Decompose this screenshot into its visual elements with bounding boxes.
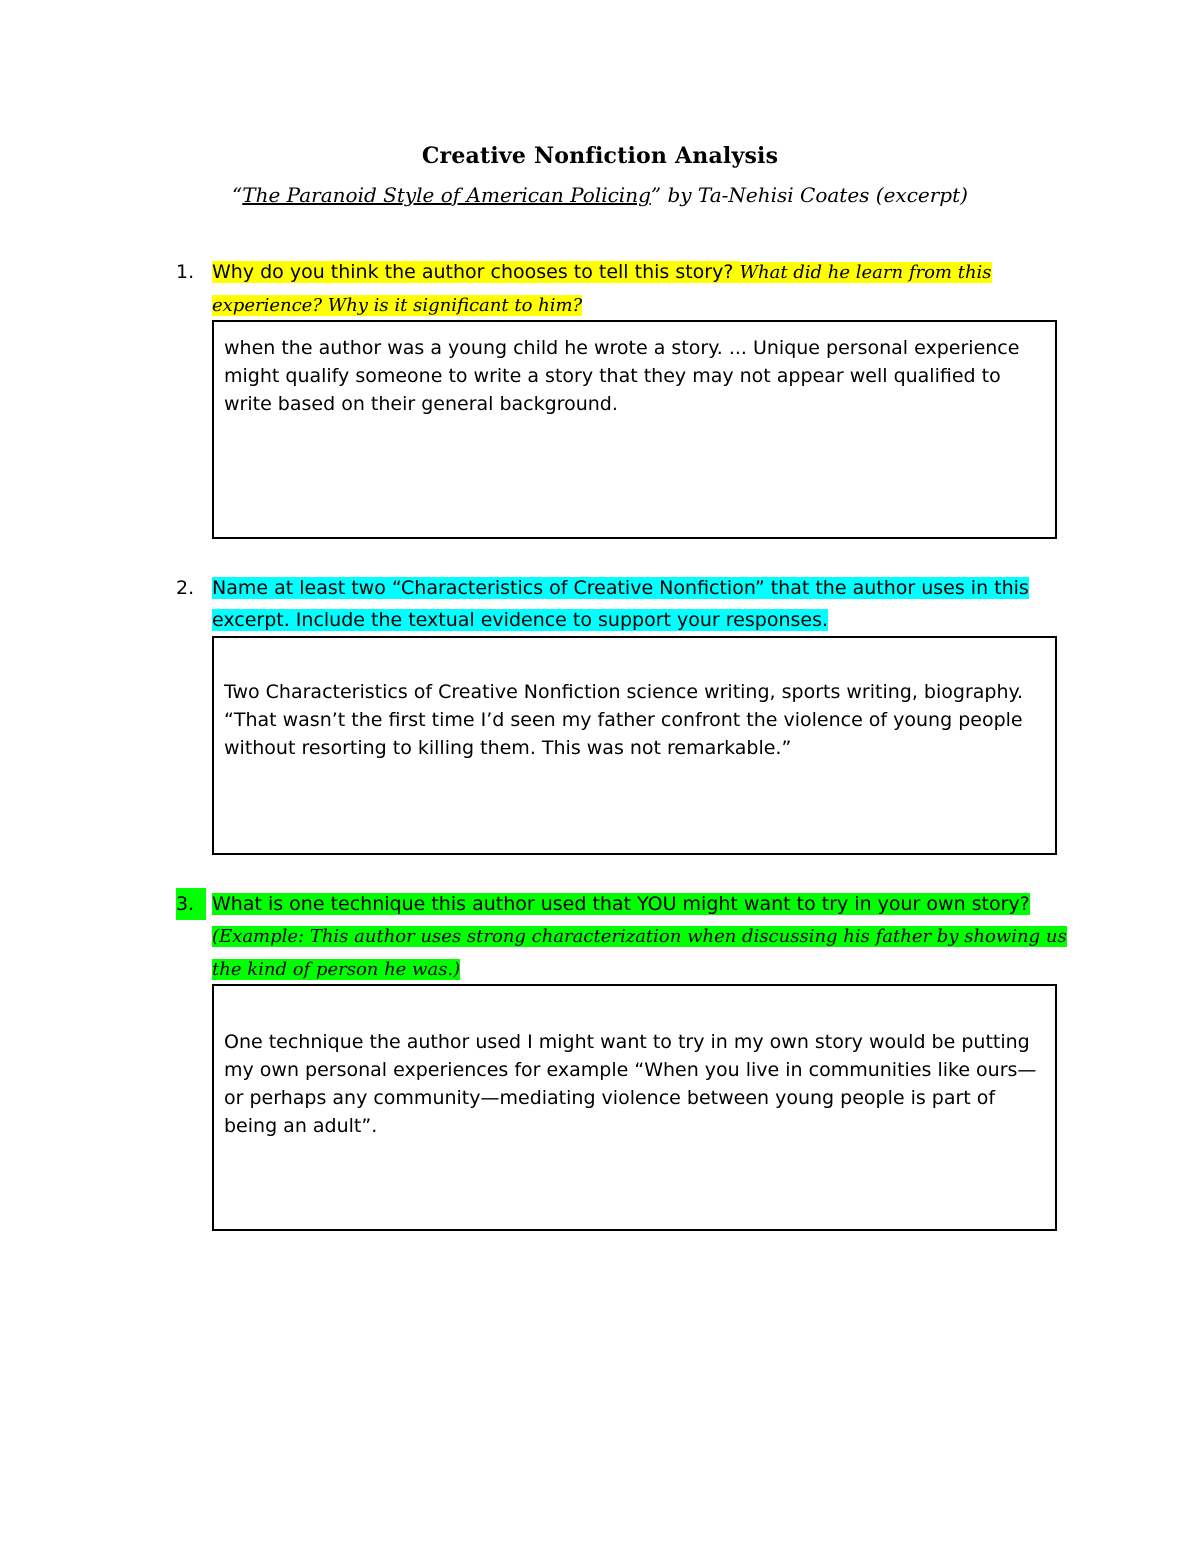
- answer-text: when the author was a young child he wrote a story. ... Unique personal experience might qualify someone to write a story that they may not appear well qualified to write based on their general background.: [224, 337, 1020, 415]
- answer-box-3[interactable]: [212, 984, 1057, 1231]
- answer-box-2[interactable]: [212, 636, 1057, 855]
- answer-box-1[interactable]: [212, 320, 1057, 539]
- question-number: 2.: [176, 577, 195, 599]
- answer-text: One technique the author used I might want to try in my own story would be putting my own personal experiences for example “When you live in communities like ours—or perhaps any community—mediating violence between young people is part of being an adult”.: [224, 1031, 1037, 1137]
- document-title: Creative Nonfiction Analysis: [421, 143, 779, 169]
- question-2: [176, 572, 1076, 636]
- question-prompt: Name at least two “Characteristics of Creative Nonfiction” that the author uses in this excerpt. Include the textual evidence to support your responses.: [212, 577, 1029, 631]
- question-prompt: Why do you think the author chooses to tell this story?: [212, 261, 734, 283]
- question-prompt: What is one technique this author used that YOU might want to try in your own story?: [212, 893, 1030, 915]
- question-3: [176, 888, 1076, 986]
- question-prompt-italic: What did he learn from this experience? Why is it significant to him?: [212, 262, 992, 316]
- subtitle-work-title: The Paranoid Style of American Policing: [242, 183, 651, 207]
- subtitle-open-quote: “: [232, 183, 243, 207]
- question-prompt-italic: (Example: This author uses strong characterization when discussing his father by showing us the kind of person he was.): [212, 926, 1067, 980]
- question-number: 3.: [176, 888, 206, 920]
- document-subtitle: [0, 183, 1200, 207]
- subtitle-author: ” by Ta-Nehisi Coates (excerpt): [650, 183, 968, 207]
- question-number: 1.: [176, 261, 195, 283]
- question-1: [176, 256, 1076, 322]
- answer-text: Two Characteristics of Creative Nonfiction science writing, sports writing, biography. “That wasn’t the first time I’d seen my father confront the violence of young people without resorting to killing them. This was not remarkable.”: [224, 681, 1024, 759]
